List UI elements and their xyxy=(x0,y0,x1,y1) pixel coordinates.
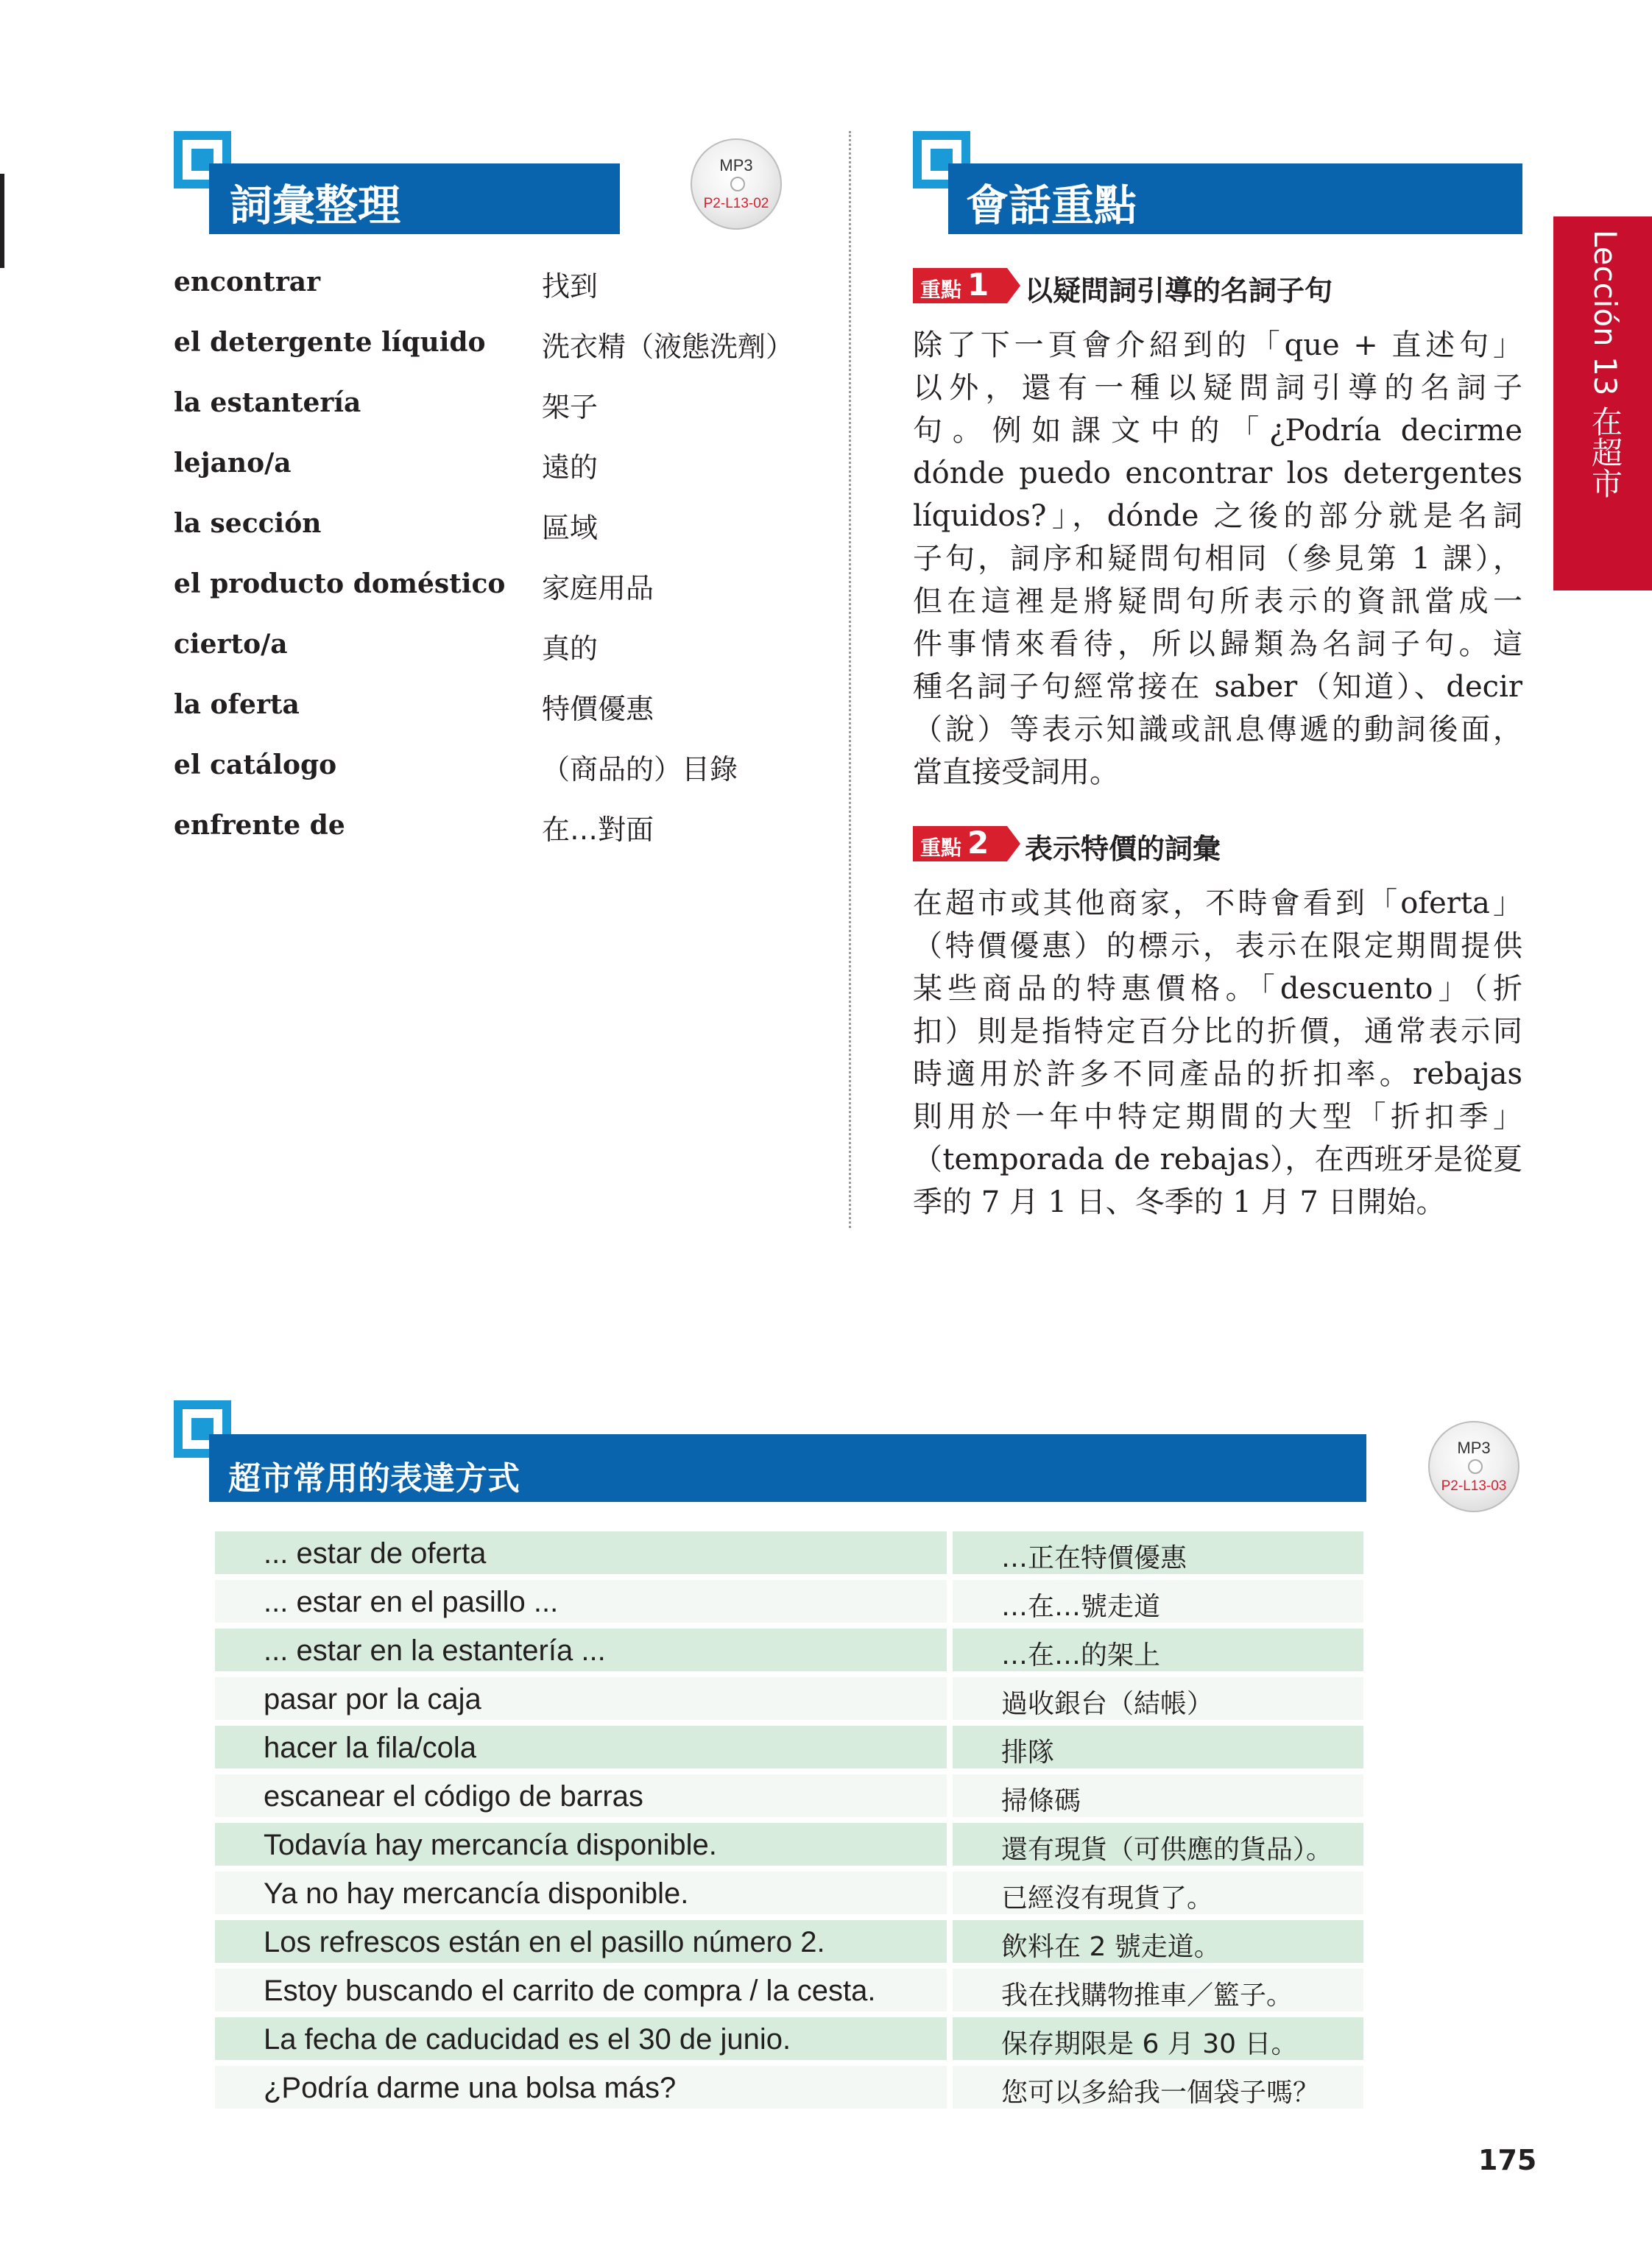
key-point-number: 1 xyxy=(967,267,989,303)
vocab-term-zh: 在…對面 xyxy=(542,814,654,846)
vocab-term-es: el catálogo xyxy=(174,749,337,780)
expression-zh: 飲料在 2 號走道。 xyxy=(1001,1932,1221,1962)
lesson-side-tab-label: Lección 13 在超市 xyxy=(1587,230,1623,498)
mp3-track-code: P2-L13-03 xyxy=(1441,1478,1507,1494)
key-point-badge-label: 重點 xyxy=(920,278,962,302)
table-row xyxy=(215,1726,1363,1768)
key-point-title: 以疑問詞引導的名詞子句 xyxy=(1025,275,1333,307)
table-row xyxy=(215,1823,1363,1866)
paragraph-line: 件事情來看待，所以歸類為名詞子句。這 xyxy=(913,627,1522,661)
mp3-track-code: P2-L13-02 xyxy=(703,196,769,211)
key-point-title: 表示特價的詞彙 xyxy=(1025,833,1221,865)
vocab-term-es: el producto doméstico xyxy=(174,568,506,599)
vocab-section-title: 詞彙整理 xyxy=(209,163,620,234)
table-row xyxy=(215,1872,1363,1914)
vocab-term-es: la sección xyxy=(174,508,322,539)
paragraph-line: （說）等表示知識或訊息傳遞的動詞後面， xyxy=(913,713,1522,747)
mp3-track-badge[interactable] xyxy=(1428,1421,1519,1512)
mp3-label: MP3 xyxy=(1457,1439,1491,1457)
key-point-badge-label: 重點 xyxy=(920,836,962,860)
column-divider xyxy=(849,131,851,1228)
vocab-term-zh: 遠的 xyxy=(542,451,599,484)
expression-es: ... estar en la estantería ... xyxy=(264,1634,606,1667)
table-row xyxy=(215,1629,1363,1671)
expression-es: ... estar en el pasillo ... xyxy=(264,1586,559,1618)
paragraph-line: 除了下一頁會介紹到的「que + 直述句」 xyxy=(913,328,1522,362)
expression-zh: 已經沒有現貨了。 xyxy=(1001,1883,1214,1913)
expression-zh: …正在特價優惠 xyxy=(1001,1543,1187,1573)
vocab-term-es: enfrente de xyxy=(174,810,345,841)
page-number: 175 xyxy=(1478,2144,1537,2176)
key-point-badge xyxy=(913,826,1007,861)
vocab-term-es: cierto/a xyxy=(174,629,288,660)
paragraph-line: 某些商品的特惠價格。「descuento」（折 xyxy=(913,972,1522,1006)
table-row xyxy=(215,1920,1363,1963)
paragraph-line: 種名詞子句經常接在 saber（知道）、decir xyxy=(913,670,1522,704)
paragraph-line: 在超市或其他商家，不時會看到「oferta」 xyxy=(913,886,1522,920)
table-row xyxy=(215,2017,1363,2060)
table-row xyxy=(215,1580,1363,1623)
expression-zh: …在…的架上 xyxy=(1001,1640,1161,1671)
expression-zh: 您可以多給我一個袋子嗎？ xyxy=(1001,2078,1320,2108)
mp3-track-badge[interactable] xyxy=(691,138,782,230)
paragraph-line: 當直接受詞用。 xyxy=(913,755,1119,789)
key-point-number: 2 xyxy=(967,825,989,861)
conversation-section-title: 會話重點 xyxy=(948,163,1522,234)
page-edge-mark xyxy=(0,174,4,268)
paragraph-line: 則用於一年中特定期間的大型「折扣季」 xyxy=(913,1100,1522,1134)
expression-es: Estoy buscando el carrito de compra / la cesta. xyxy=(264,1975,876,2007)
paragraph-line: líquidos?」，dónde 之後的部分就是名詞 xyxy=(913,499,1522,533)
paragraph-line: 子句，詞序和疑問句相同（參見第 1 課）， xyxy=(913,542,1522,576)
expression-zh: 我在找購物推車／籃子。 xyxy=(1001,1980,1293,2011)
paragraph-line: （temporada de rebajas），在西班牙是從夏 xyxy=(913,1143,1522,1177)
expression-es: pasar por la caja xyxy=(264,1683,481,1715)
table-row xyxy=(215,1677,1363,1720)
vocab-term-zh: （商品的）目錄 xyxy=(542,753,738,786)
expression-es: La fecha de caducidad es el 30 de junio. xyxy=(264,2023,791,2056)
vocab-term-es: la estantería xyxy=(174,387,361,418)
expressions-section-title: 超市常用的表達方式 xyxy=(209,1434,1366,1502)
table-row xyxy=(215,1774,1363,1817)
expression-es: Los refrescos están en el pasillo número 2. xyxy=(264,1926,825,1958)
vocab-term-es: el detergente líquido xyxy=(174,327,486,358)
expression-es: Todavía hay mercancía disponible. xyxy=(264,1829,717,1861)
vocab-term-es: lejano/a xyxy=(174,448,292,479)
badge-arrow-icon xyxy=(1007,268,1020,303)
vocab-term-zh: 架子 xyxy=(542,391,599,423)
paragraph-line: 扣）則是指特定百分比的折價，通常表示同 xyxy=(913,1015,1522,1048)
paragraph-line: dónde puedo encontrar los detergentes xyxy=(913,456,1522,490)
expression-zh: …在…號走道 xyxy=(1001,1592,1161,1622)
vocab-term-zh: 真的 xyxy=(542,632,599,665)
key-point-badge xyxy=(913,268,1007,303)
expression-es: escanear el código de barras xyxy=(264,1780,643,1813)
table-row xyxy=(215,1969,1363,2011)
expression-zh: 掃條碼 xyxy=(1001,1786,1081,1816)
disc-icon xyxy=(1468,1459,1483,1474)
paragraph-line: 以外，還有一種以疑問詞引導的名詞子 xyxy=(913,371,1522,405)
expression-es: Ya no hay mercancía disponible. xyxy=(264,1877,689,1910)
vocab-term-zh: 區域 xyxy=(542,512,599,544)
table-row xyxy=(215,1531,1363,1574)
expression-es: hacer la fila/cola xyxy=(264,1732,477,1764)
vocab-term-zh: 家庭用品 xyxy=(542,572,654,604)
expression-zh: 還有現貨（可供應的貨品）。 xyxy=(1001,1835,1333,1865)
vocab-term-zh: 洗衣精（液態洗劑） xyxy=(542,331,794,363)
expression-zh: 保存期限是 6 月 30 日。 xyxy=(1001,2029,1298,2059)
expression-es: ¿Podría darme una bolsa más? xyxy=(264,2072,677,2104)
expression-zh: 排隊 xyxy=(1001,1738,1055,1768)
badge-arrow-icon xyxy=(1007,826,1020,861)
vocab-term-es: encontrar xyxy=(174,267,321,297)
paragraph-line: 但在這裡是將疑問句所表示的資訊當成一 xyxy=(913,585,1522,618)
vocab-term-zh: 找到 xyxy=(542,270,599,303)
paragraph-line: （特價優惠）的標示，表示在限定期間提供 xyxy=(913,929,1522,963)
expression-es: ... estar de oferta xyxy=(264,1537,487,1570)
paragraph-line: 句。例如課文中的「¿Podría decirme xyxy=(913,414,1522,448)
mp3-label: MP3 xyxy=(719,156,753,174)
vocab-term-es: la oferta xyxy=(174,689,300,720)
expression-zh: 過收銀台（結帳） xyxy=(1001,1689,1214,1719)
paragraph-line: 季的 7 月 1 日、冬季的 1 月 7 日開始。 xyxy=(913,1185,1446,1219)
disc-icon xyxy=(730,177,745,191)
paragraph-line: 時適用於許多不同產品的折扣率。rebajas xyxy=(913,1057,1522,1091)
table-row xyxy=(215,2066,1363,2109)
vocab-term-zh: 特價優惠 xyxy=(542,693,654,725)
